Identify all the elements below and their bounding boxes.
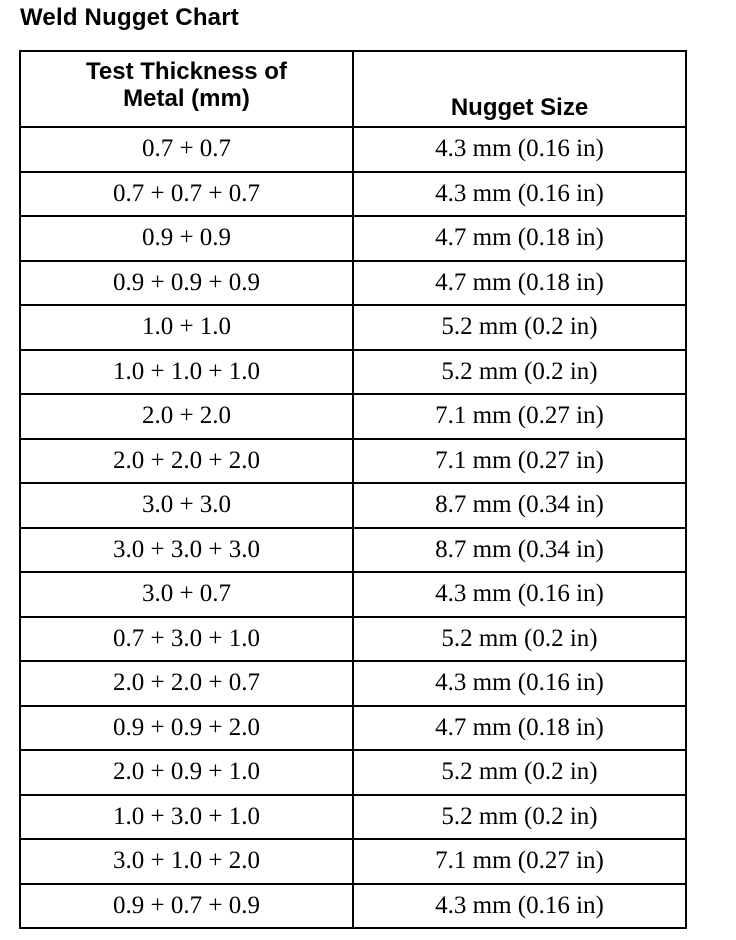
thickness-cell: 3.0 + 0.7 xyxy=(20,572,353,617)
nugget-size-cell: 4.7 mm (0.18 in) xyxy=(353,216,686,261)
table-row xyxy=(20,795,686,840)
table-row xyxy=(20,127,686,172)
header-thickness-label: Test Thickness of Metal (mm) xyxy=(86,58,287,112)
table-row xyxy=(20,528,686,573)
table-row xyxy=(20,350,686,395)
nugget-size-cell: 8.7 mm (0.34 in) xyxy=(353,483,686,528)
nugget-size-cell: 5.2 mm (0.2 in) xyxy=(353,350,686,395)
table-row xyxy=(20,572,686,617)
nugget-size-cell: 5.2 mm (0.2 in) xyxy=(353,750,686,795)
page-title: Weld Nugget Chart xyxy=(20,4,239,31)
thickness-cell: 0.9 + 0.9 + 0.9 xyxy=(20,261,353,306)
nugget-size-cell: 7.1 mm (0.27 in) xyxy=(353,394,686,439)
thickness-cell: 1.0 + 3.0 + 1.0 xyxy=(20,795,353,840)
table-row xyxy=(20,617,686,662)
table-row xyxy=(20,706,686,751)
table-row xyxy=(20,394,686,439)
thickness-cell: 0.9 + 0.9 xyxy=(20,216,353,261)
thickness-cell: 0.7 + 0.7 xyxy=(20,127,353,172)
nugget-size-cell: 4.3 mm (0.16 in) xyxy=(353,172,686,217)
table-row xyxy=(20,884,686,929)
thickness-cell: 3.0 + 3.0 + 3.0 xyxy=(20,528,353,573)
nugget-size-cell: 8.7 mm (0.34 in) xyxy=(353,528,686,573)
header-nugget-size: Nugget Size xyxy=(353,51,686,127)
nugget-size-cell: 4.7 mm (0.18 in) xyxy=(353,261,686,306)
thickness-cell: 2.0 + 2.0 + 0.7 xyxy=(20,661,353,706)
table-row xyxy=(20,305,686,350)
thickness-cell: 0.7 + 0.7 + 0.7 xyxy=(20,172,353,217)
thickness-cell: 1.0 + 1.0 + 1.0 xyxy=(20,350,353,395)
table-row xyxy=(20,172,686,217)
nugget-size-cell: 4.3 mm (0.16 in) xyxy=(353,572,686,617)
nugget-size-cell: 5.2 mm (0.2 in) xyxy=(353,617,686,662)
table-row xyxy=(20,661,686,706)
table-row xyxy=(20,261,686,306)
nugget-size-cell: 7.1 mm (0.27 in) xyxy=(353,439,686,484)
table-row xyxy=(20,439,686,484)
thickness-cell: 2.0 + 2.0 xyxy=(20,394,353,439)
table-row xyxy=(20,750,686,795)
header-thickness xyxy=(20,51,353,127)
nugget-size-cell: 7.1 mm (0.27 in) xyxy=(353,839,686,884)
nugget-size-cell: 4.3 mm (0.16 in) xyxy=(353,661,686,706)
nugget-size-cell: 5.2 mm (0.2 in) xyxy=(353,795,686,840)
table-row xyxy=(20,483,686,528)
thickness-cell: 3.0 + 3.0 xyxy=(20,483,353,528)
thickness-cell: 1.0 + 1.0 xyxy=(20,305,353,350)
thickness-cell: 2.0 + 0.9 + 1.0 xyxy=(20,750,353,795)
nugget-size-cell: 4.3 mm (0.16 in) xyxy=(353,884,686,929)
nugget-size-cell: 4.7 mm (0.18 in) xyxy=(353,706,686,751)
thickness-cell: 0.9 + 0.9 + 2.0 xyxy=(20,706,353,751)
nugget-size-cell: 5.2 mm (0.2 in) xyxy=(353,305,686,350)
thickness-cell: 0.9 + 0.7 + 0.9 xyxy=(20,884,353,929)
thickness-cell: 0.7 + 3.0 + 1.0 xyxy=(20,617,353,662)
thickness-cell: 3.0 + 1.0 + 2.0 xyxy=(20,839,353,884)
weld-nugget-table xyxy=(19,50,687,929)
table-row xyxy=(20,216,686,261)
header-row xyxy=(20,51,686,127)
nugget-size-cell: 4.3 mm (0.16 in) xyxy=(353,127,686,172)
table-body xyxy=(20,127,686,928)
table-row xyxy=(20,839,686,884)
thickness-cell: 2.0 + 2.0 + 2.0 xyxy=(20,439,353,484)
